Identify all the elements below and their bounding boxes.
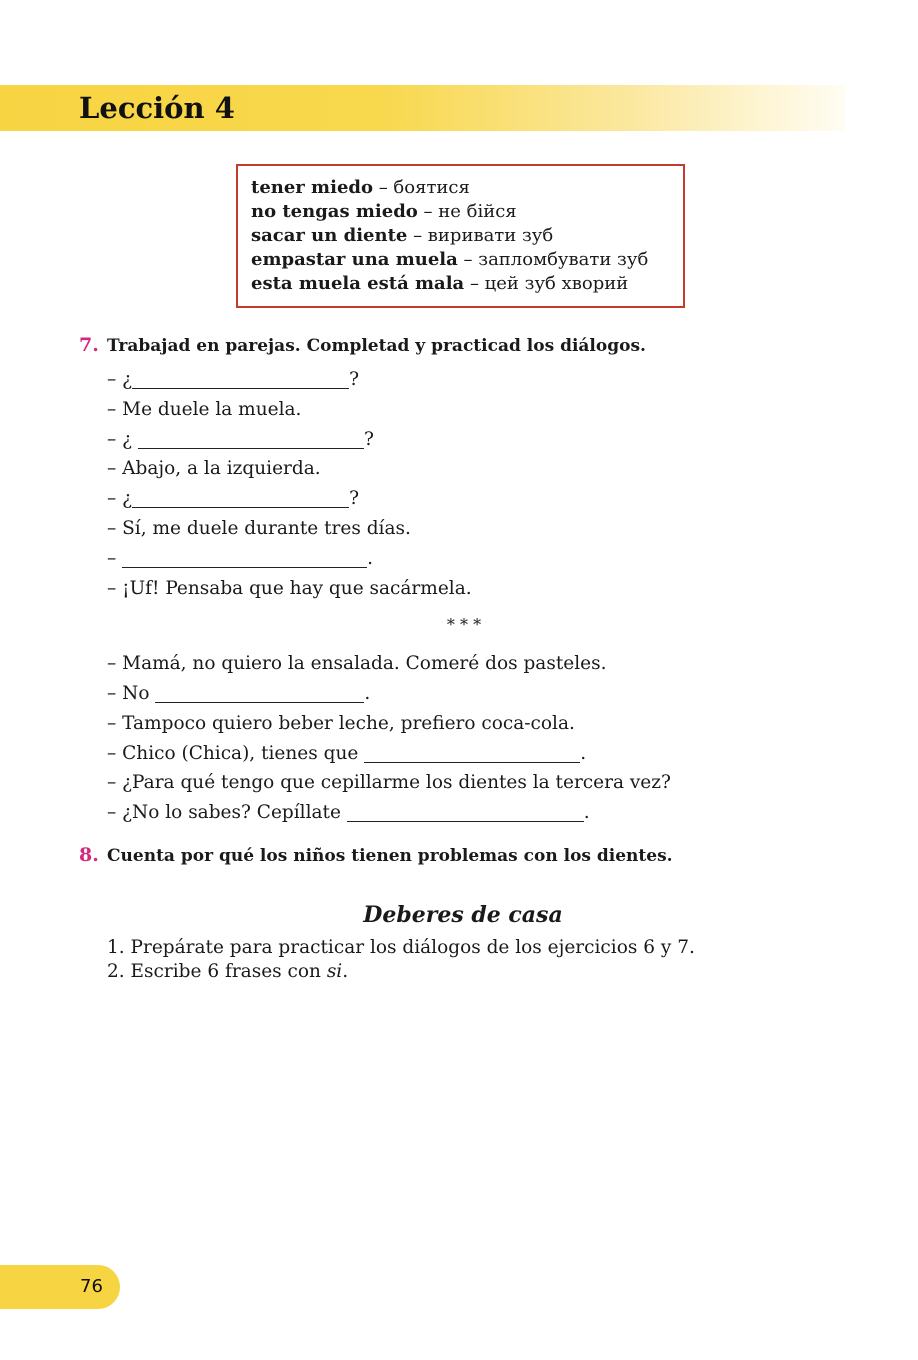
dialog-line <box>107 741 586 767</box>
dialog-text: ? <box>349 488 359 509</box>
answer-blank[interactable] <box>347 801 584 822</box>
dialog-text: – No <box>107 683 156 704</box>
vocab-spanish: tener miedo <box>251 177 373 198</box>
vocab-translation: – виривати зуб <box>407 225 554 246</box>
vocab-spanish: sacar un diente <box>251 225 408 246</box>
dialog-text: – ¿No lo sabes? Cepíllate <box>107 802 347 823</box>
answer-blank[interactable] <box>138 428 364 449</box>
homework-text: 2. Escribe 6 frases con <box>107 961 327 982</box>
vocab-spanish: esta muela está mala <box>251 273 465 294</box>
dialog-line <box>107 800 590 826</box>
exercise-instruction: Cuenta por qué los niños tienen problemas con los dientes. <box>107 846 673 866</box>
dialog-line <box>107 427 374 453</box>
section-separator: * * * <box>446 615 482 634</box>
vocab-row <box>251 272 683 296</box>
exercise-7-heading <box>79 333 646 358</box>
dialog-text: – ¿ <box>107 429 138 450</box>
vocab-spanish: empastar una muela <box>251 249 458 270</box>
vocab-row <box>251 224 683 248</box>
dialog-line <box>107 681 370 707</box>
vocab-translation: – боятися <box>372 177 470 198</box>
homework-item: 1. Prepárate para practicar los diálogos de los ejercicios 6 y 7. <box>107 937 695 958</box>
vocabulary-box <box>236 164 685 308</box>
exercise-instruction: Trabajad en parejas. Completad y practicad los diálogos. <box>107 336 646 356</box>
vocab-translation: – запломбувати зуб <box>457 249 649 270</box>
vocab-translation: – цей зуб хворий <box>464 273 629 294</box>
dialog-text: . <box>583 802 590 823</box>
exercise-number: 7. <box>79 334 99 356</box>
dialog-line: – ¡Uf! Pensaba que hay que sacármela. <box>107 578 472 599</box>
page-number: 76 <box>80 1276 103 1297</box>
exercise-8-heading <box>79 843 673 868</box>
dialog-line <box>107 486 359 512</box>
dialog-line <box>107 367 359 393</box>
dialog-text: . <box>580 743 587 764</box>
homework-text: . <box>342 961 349 982</box>
dialog-line: – Sí, me duele durante tres días. <box>107 518 411 539</box>
vocab-translation: – не бійся <box>417 201 517 222</box>
answer-blank[interactable] <box>364 742 580 763</box>
vocab-row <box>251 200 683 224</box>
dialog-text: ? <box>363 429 374 450</box>
dialog-text: – Chico (Chica), tienes que <box>107 743 365 764</box>
exercise-number: 8. <box>79 844 99 866</box>
homework-emphasis: si <box>326 961 343 982</box>
dialog-line: – Tampoco quiero beber leche, prefiero coca-cola. <box>107 713 575 734</box>
answer-blank[interactable] <box>122 547 367 568</box>
dialog-line <box>107 546 373 572</box>
lesson-title: Lección 4 <box>79 91 235 125</box>
dialog-text: – ¿ <box>107 369 133 390</box>
homework-title: Deberes de casa <box>363 902 563 928</box>
homework-item <box>107 959 348 985</box>
dialog-text: . <box>367 548 374 569</box>
vocab-spanish: no tengas miedo <box>251 201 418 222</box>
answer-blank[interactable] <box>155 682 364 703</box>
vocab-row <box>251 176 683 200</box>
answer-blank[interactable] <box>132 487 349 508</box>
dialog-line: – ¿Para qué tengo que cepillarme los dientes la tercera vez? <box>107 772 671 793</box>
dialog-line: – Abajo, a la izquierda. <box>107 458 321 479</box>
dialog-text: – ¿ <box>107 488 133 509</box>
dialog-line: – Me duele la muela. <box>107 399 302 420</box>
dialog-text: – <box>107 548 123 569</box>
dialog-text: . <box>364 683 371 704</box>
dialog-text: ? <box>349 369 359 390</box>
answer-blank[interactable] <box>132 368 349 389</box>
vocab-row <box>251 248 683 272</box>
dialog-line: – Mamá, no quiero la ensalada. Comeré dos pasteles. <box>107 653 607 674</box>
